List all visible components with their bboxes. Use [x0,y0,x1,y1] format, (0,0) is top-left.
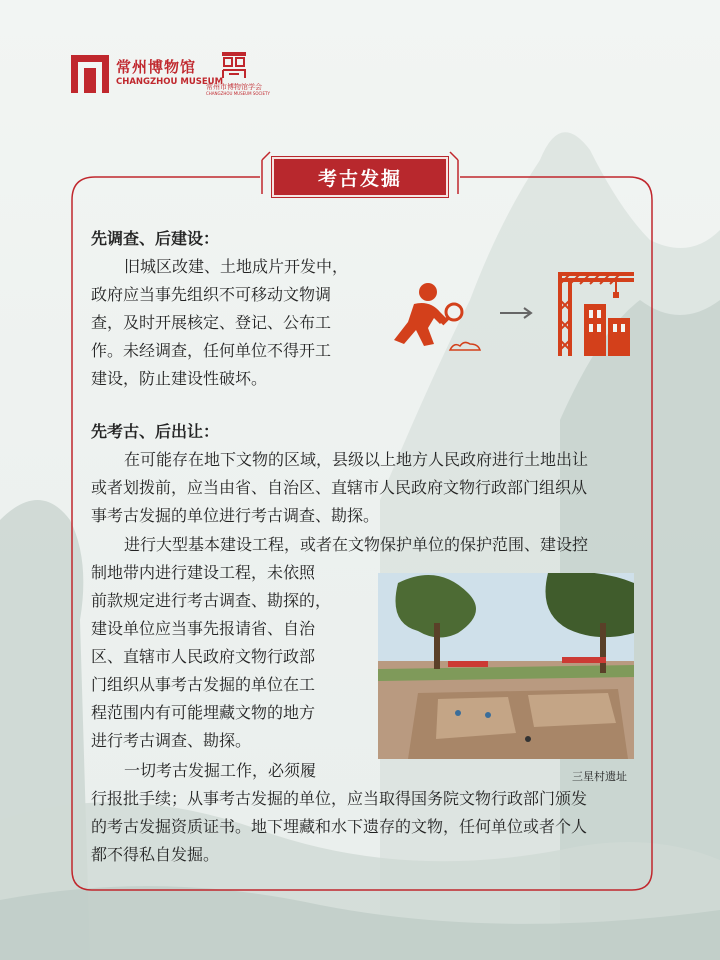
section1-line: 建设，防止建设性破坏。 [91,369,268,388]
para1-line: 或者划拨前，应当由省、自治区、直辖市人民政府文物行政部门组织从 [91,478,588,497]
museum-name: 常州博物馆 [116,58,197,76]
para2-line: 进行考古调查、勘探。 [91,731,252,750]
section-banner [272,157,448,197]
archaeologist-icon [388,278,484,354]
section1-heading: 先调查、后建设： [91,229,220,248]
photo-caption: 三星村遗址 [572,770,627,783]
section1-line: 政府应当事先组织不可移动文物调 [91,285,332,304]
section1-line: 作。未经调查，任何单位不得开工 [91,341,332,360]
excavation-site-photo [378,573,634,759]
society-name: 常州市博物馆学会 [206,83,262,91]
construction-crane-icon [556,270,636,356]
para2-line: 前款规定进行考古调查、勘探的， [91,591,332,610]
banner-title: 考古发掘 [317,167,402,190]
para2-line: 进行大型基本建设工程，或者在文物保护单位的保护范围、建设控 [124,535,589,554]
arrow-right-icon [500,306,534,320]
para2-line: 程范围内有可能埋藏文物的地方 [91,703,316,722]
para2-line: 门组织从事考古发掘的单位在工 [91,675,316,694]
para3-line: 都不得私自发掘。 [91,845,220,864]
para2-line: 建设单位应当事先报请省、自治 [91,619,316,638]
para3-line: 行报批手续；从事考古发掘的单位，应当取得国务院文物行政部门颁发 [91,789,588,808]
section1-line: 查，及时开展核定、登记、公布工 [91,313,332,332]
para3-line: 一切考古发掘工作，必须履 [124,761,317,780]
para2-line: 制地带内进行建设工程，未依照 [91,563,316,582]
para2-line: 区、直辖市人民政府文物行政部 [91,647,316,666]
para1-line: 事考古发掘的单位进行考古调查、勘探。 [91,506,380,525]
section2-heading: 先考古、后出让： [91,422,220,441]
para3-line: 的考古发掘资质证书。地下埋藏和水下遗存的文物，任何单位或者个人 [91,817,588,836]
museum-name-en: CHANGZHOU MUSEUM [116,77,224,87]
para1-line: 在可能存在地下文物的区域，县级以上地方人民政府进行土地出让 [124,450,589,469]
section1-line: 旧城区改建、土地成片开发中， [124,257,349,276]
society-name-en: CHANGZHOU MUSEUM SOCIETY [206,91,270,96]
